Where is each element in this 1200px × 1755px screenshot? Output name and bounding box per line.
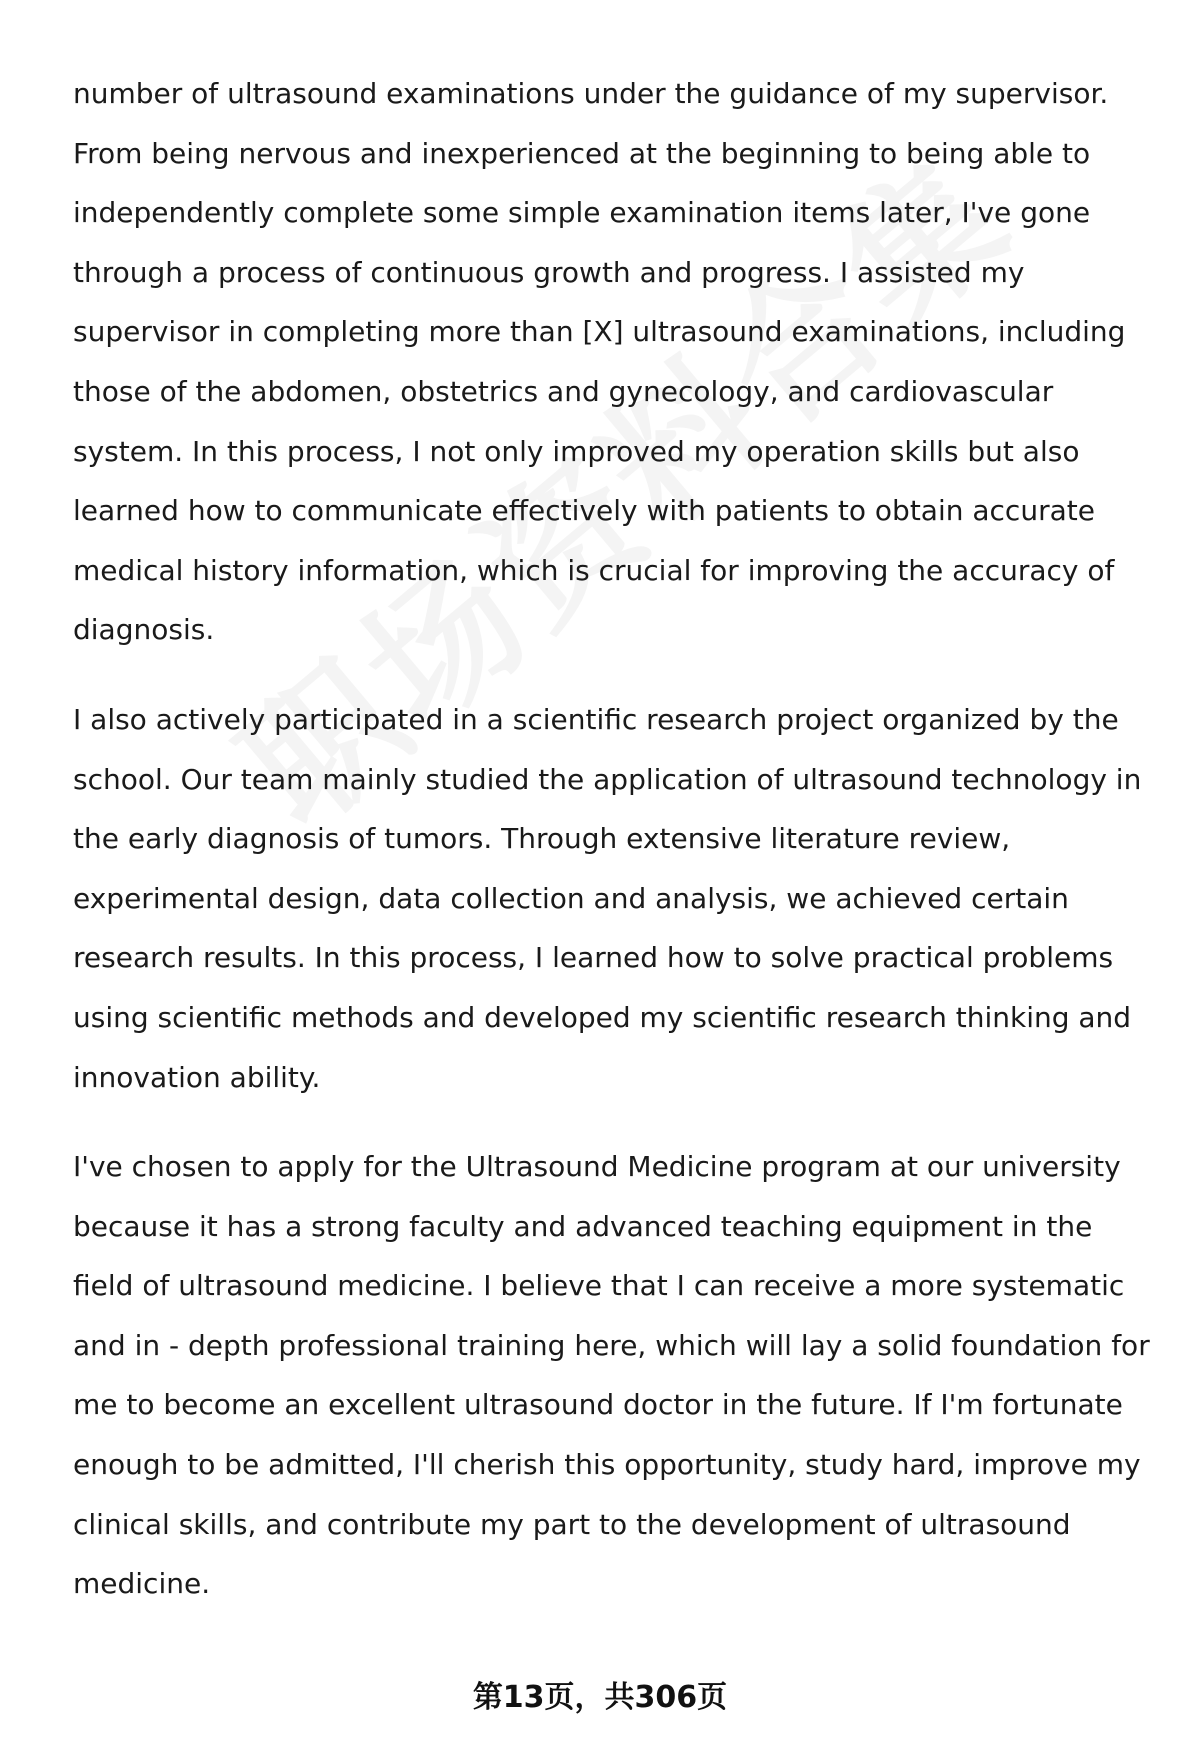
- paragraph-clinical-practice: number of ultrasound examinations under the guidance of my supervisor. From being nervous and inexperienced at the beginning to being able to independently complete some simple examination items later, I've gone through a process of continuous growth and progress. I assisted my supervisor in completing more than [X] ultrasound examinations, including those of the abdomen, obstetrics and gynecology, and cardiovascular system. In this process, I not only improved my operation skills but also learned how to communicate effectively with patients to obtain accurate medical history information, which is crucial for improving the accuracy of diagnosis.: [73, 77, 1126, 647]
- page-number: 第13页，共306页: [472, 1680, 728, 1715]
- paragraph-program-choice: I've chosen to apply for the Ultrasound Medicine program at our university because it has a strong faculty and advanced teaching equipment in the field of ultrasound medicine. I believe that I can receive a more systematic and in - depth professional training here, which will lay a solid foundation for me to become an excellent ultrasound doctor in the future. If I'm fortunate enough to be admitted, I'll cherish this opportunity, study hard, improve my clinical skills, and contribute my part to the development of ultrasound medicine.: [73, 1150, 1150, 1601]
- paragraph-research-project: I also actively participated in a scientific research project organized by the school. Our team mainly studied the application of ultrasound technology in the early diagnosis of tumors. Through extensive literature review, experimental design, data collection and analysis, we achieved certain research results. In this process, I learned how to solve practical problems using scientific methods and developed my scientific research thinking and innovation ability.: [73, 702, 1142, 1094]
- document-body: [73, 64, 1153, 1644]
